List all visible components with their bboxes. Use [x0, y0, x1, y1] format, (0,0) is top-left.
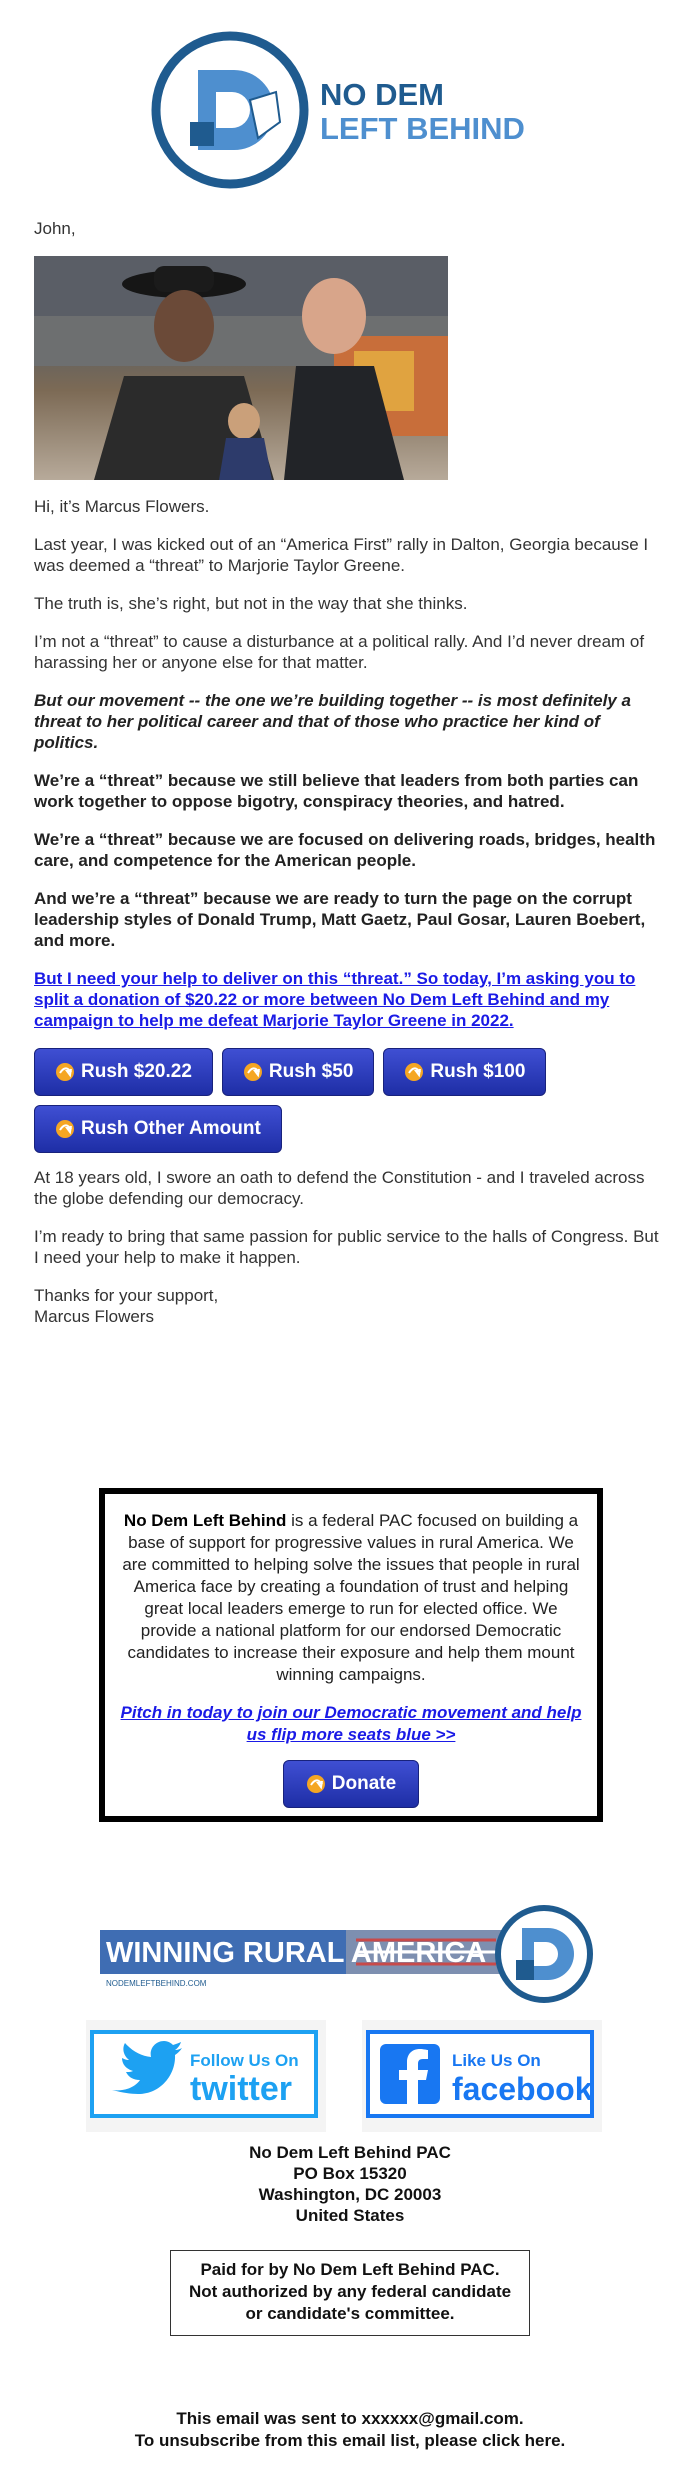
story-paragraph: Last year, I was kicked out of an “America First” rally in Dalton, Georgia because I was deemed a “threat” to Marjorie Taylor Greene.	[34, 535, 649, 575]
pac-description-text: is a federal PAC focused on building a base of support for progressive values in rural America. We are committed to helping solve the issues that people in rural America face by creating a foundation of trust and helping great local leaders emerge to run for elected office. We provide a national platform for our endorsed Democratic candidates to increase their exposure and help them mount winning campaigns.	[122, 1511, 580, 1684]
brand-wordmark	[320, 78, 525, 146]
facebook-like-badge[interactable]	[362, 2020, 602, 2132]
truth-paragraph: The truth is, she’s right, but not in the way that she thinks.	[34, 594, 468, 613]
facebook-badge-graphic	[362, 2020, 602, 2132]
mailing-address	[0, 2142, 700, 2226]
oath-paragraph: At 18 years old, I swore an oath to defend the Constitution - and I traveled across the globe defending our democracy.	[34, 1168, 645, 1208]
pac-description	[119, 1510, 583, 1686]
rush-arrow-icon	[55, 1062, 75, 1082]
rush-50-label: Rush $50	[268, 1061, 354, 1082]
rush-arrow-icon	[55, 1119, 75, 1139]
twitter-line-1: Follow Us On	[190, 2051, 299, 2070]
twitter-line-2: twitter	[190, 2070, 292, 2108]
threat-paragraph-1: We’re a “threat” because we still believe that leaders from both parties can work together to oppose bigotry, conspiracy theories, and hatred.	[34, 771, 639, 811]
twitter-badge-graphic	[86, 2020, 326, 2132]
rush-arrow-icon	[243, 1062, 263, 1082]
signoff-name: Marcus Flowers	[34, 1307, 154, 1326]
email-body	[34, 218, 666, 1344]
threat-paragraph-2: We’re a “threat” because we are focused on delivering roads, bridges, health care, and competence for the American people.	[34, 830, 656, 870]
facebook-icon	[380, 2044, 440, 2104]
rush-100-label: Rush $100	[430, 1061, 526, 1082]
facebook-line-1: Like Us On	[452, 2051, 541, 2070]
email-footer	[0, 2408, 700, 2452]
unsubscribe-link[interactable]: To unsubscribe from this email list, please click here.	[134, 2431, 566, 2450]
disclaimer-line-3: or candidate's committee.	[245, 2304, 455, 2323]
address-line-3: Washington, DC 20003	[258, 2185, 442, 2204]
rush-2022-button[interactable]	[34, 1048, 213, 1096]
donate-label: Donate	[331, 1773, 397, 1794]
rush-2022-label: Rush $20.22	[81, 1061, 192, 1082]
ask-paragraph	[34, 968, 666, 1031]
dem-d-icon	[150, 30, 310, 190]
brand-line-2: LEFT BEHIND	[320, 111, 525, 146]
brand-line-1: NO DEM	[320, 77, 444, 112]
rush-100-button[interactable]	[383, 1048, 546, 1096]
paid-for-disclaimer	[170, 2250, 530, 2336]
passion-paragraph: I’m ready to bring that same passion for public service to the halls of Congress. But I need your help to make it happen.	[34, 1227, 659, 1267]
pitch-in-link[interactable]: Pitch in today to join our Democratic movement and help us flip more seats blue >>	[120, 1703, 582, 1744]
brand-logo[interactable]	[150, 30, 550, 190]
twitter-follow-badge[interactable]	[86, 2020, 326, 2132]
pac-link-paragraph	[119, 1702, 583, 1746]
sent-to-text: This email was sent to xxxxxx@gmail.com.	[176, 2409, 524, 2428]
banner-graphic	[96, 1900, 604, 2010]
movement-paragraph: But our movement -- the one we’re building together -- is most definitely a threat to her political career and that of those who practice her kind of politics.	[34, 691, 631, 752]
banner-title: WINNING RURAL AMERICA	[106, 1937, 487, 1969]
signoff	[34, 1285, 666, 1327]
rush-arrow-icon	[404, 1062, 424, 1082]
threat-paragraph-3: And we’re a “threat” because we are ready to turn the page on the corrupt leadership styles of Donald Trump, Matt Gaetz, Paul Gosar, Lauren Boebert, and more.	[34, 889, 646, 950]
address-line-2: PO Box 15320	[293, 2164, 407, 2183]
donation-ask-link[interactable]: But I need your help to deliver on this “threat.” So today, I’m asking you to split a donation of $20.22 or more between No Dem Left Behind and my campaign to help me defeat Marjorie Taylor Greene in 2022.	[34, 969, 636, 1030]
intro-paragraph: Hi, it’s Marcus Flowers.	[34, 497, 210, 516]
rush-arrow-icon	[306, 1774, 326, 1794]
rush-other-amount-button[interactable]	[34, 1105, 282, 1153]
banner-url: NODEMLEFTBEHIND.COM	[106, 1979, 207, 1988]
donate-button[interactable]	[283, 1760, 419, 1808]
pac-org-name: No Dem Left Behind	[123, 1511, 287, 1530]
disclaimer-line-1: Paid for by No Dem Left Behind PAC.	[200, 2260, 500, 2279]
photo-illustration	[34, 256, 448, 480]
rush-other-label: Rush Other Amount	[81, 1118, 261, 1139]
signoff-thanks: Thanks for your support,	[34, 1286, 219, 1305]
facebook-line-2: facebook	[452, 2071, 593, 2107]
donation-buttons	[34, 1048, 674, 1153]
winning-rural-america-banner[interactable]	[96, 1900, 604, 2010]
rush-50-button[interactable]	[222, 1048, 374, 1096]
address-line-1: No Dem Left Behind PAC	[249, 2143, 451, 2162]
greeting: John,	[34, 219, 76, 238]
not-threat-paragraph: I’m not a “threat” to cause a disturbance at a political rally. And I’d never dream of harassing her or anyone else for that matter.	[34, 632, 645, 672]
hero-photo	[34, 256, 448, 480]
pac-info-box	[99, 1488, 603, 1822]
address-line-4: United States	[295, 2206, 405, 2225]
disclaimer-line-2: Not authorized by any federal candidate	[188, 2282, 512, 2301]
